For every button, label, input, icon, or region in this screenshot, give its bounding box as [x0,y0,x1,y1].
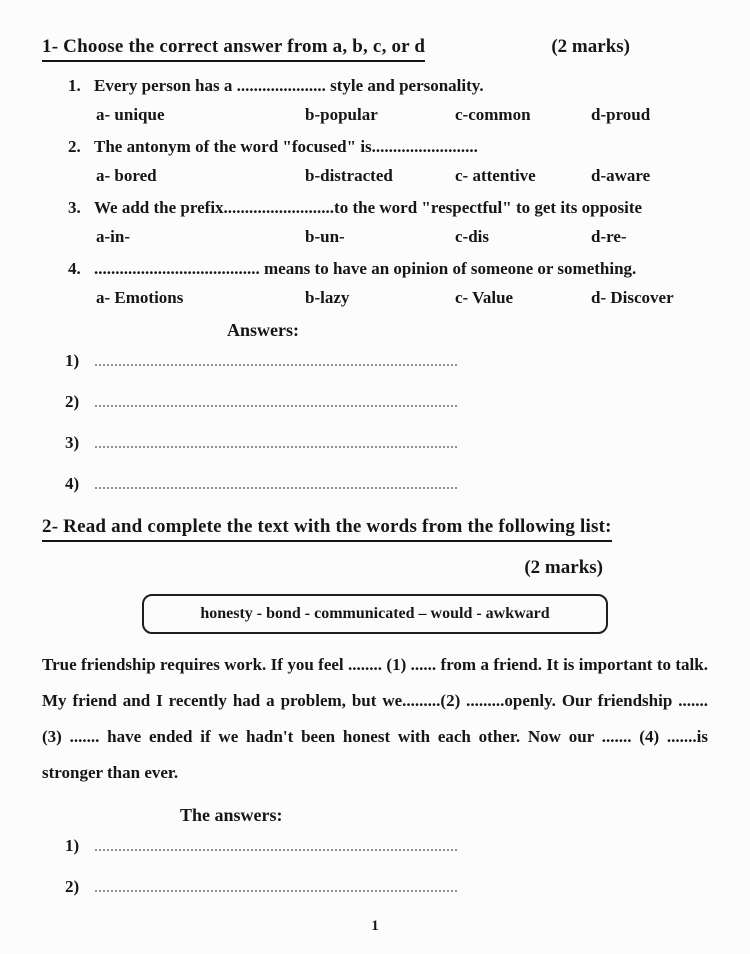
answer-2-label: 2) [65,392,80,411]
section2-answer-2-label: 2) [65,877,80,896]
question-4-options [68,288,708,308]
section2-answer-row-2 [65,877,708,897]
question-4-text: ....................................... means to have an opinion of someone or something. [94,259,637,278]
section2-answers-heading: The answers: [180,805,283,825]
section1-answer-row-2 [65,392,708,412]
question-2-text: The antonym of the word "focused" is......................... [94,137,478,156]
question-1-option-b: b-popular [305,105,378,124]
section1-answers-heading: Answers: [227,320,299,340]
section1-marks: (2 marks) [551,36,630,57]
question-2 [68,137,708,157]
answer-3-blank [95,435,457,448]
question-4-option-b: b-lazy [305,288,350,307]
section1-answer-row-4 [65,474,708,494]
question-1-option-d: d-proud [591,105,651,124]
question-2-option-c: c- attentive [455,166,536,185]
question-1-options [68,105,708,125]
question-4-number: 4. [68,259,81,278]
question-1-number: 1. [68,76,81,95]
section2-marks: (2 marks) [524,557,603,578]
question-1-option-c: c-common [455,105,531,124]
question-3 [68,198,708,218]
question-2-option-b: b-distracted [305,166,393,185]
section2-answer-1-blank [95,838,457,851]
question-1-option-a: a- unique [96,105,165,124]
answer-2-blank [95,394,457,407]
question-4 [68,259,708,279]
question-4-option-c: c- Value [455,288,514,307]
page-number: 1 [371,918,379,934]
answer-3-label: 3) [65,433,80,452]
section1-questions [42,76,708,308]
answer-4-label: 4) [65,474,80,493]
question-2-options [68,166,708,186]
question-2-option-d: d-aware [591,166,651,185]
section2-answer-1-label: 1) [65,836,80,855]
question-1-text: Every person has a ..................... style and personality. [94,76,484,95]
word-bank-box: honesty - bond - communicated – would - awkward [142,594,608,634]
question-3-option-b: b-un- [305,227,345,246]
question-3-number: 3. [68,198,81,217]
question-3-option-a: a-in- [96,227,130,246]
question-4-option-d: d- Discover [591,288,674,307]
cloze-passage: True friendship requires work. If you feel ........ (1) ...... from a friend. It is important to talk. My friend and I recently had a problem, but we.........(2) .........openly. Our friendship ....... (3) ....... have ended if we hadn't been honest with each other. Now our ....... (4) .......is stronger than ever. [42,655,708,782]
section2-answer-2-blank [95,879,457,892]
answer-1-blank [95,353,457,366]
section1-title: 1- Choose the correct answer from a, b, c, or d [42,36,425,62]
question-2-number: 2. [68,137,81,156]
question-3-option-d: d-re- [591,227,627,246]
question-1 [68,76,708,96]
answer-1-label: 1) [65,351,80,370]
answer-4-blank [95,476,457,489]
section2-title: 2- Read and complete the text with the words from the following list: [42,516,612,542]
question-3-option-c: c-dis [455,227,489,246]
question-2-option-a: a- bored [96,166,157,185]
section2-answer-row-1 [65,836,708,856]
section1-answer-row-3 [65,433,708,453]
section2-header [42,516,708,542]
section1-answer-row-1 [65,351,708,371]
section1-header [42,36,708,62]
section2 [42,516,708,897]
question-3-options [68,227,708,247]
question-3-text: We add the prefix..........................to the word "respectful" to get its opposite [94,198,643,217]
question-4-option-a: a- Emotions [96,288,184,307]
